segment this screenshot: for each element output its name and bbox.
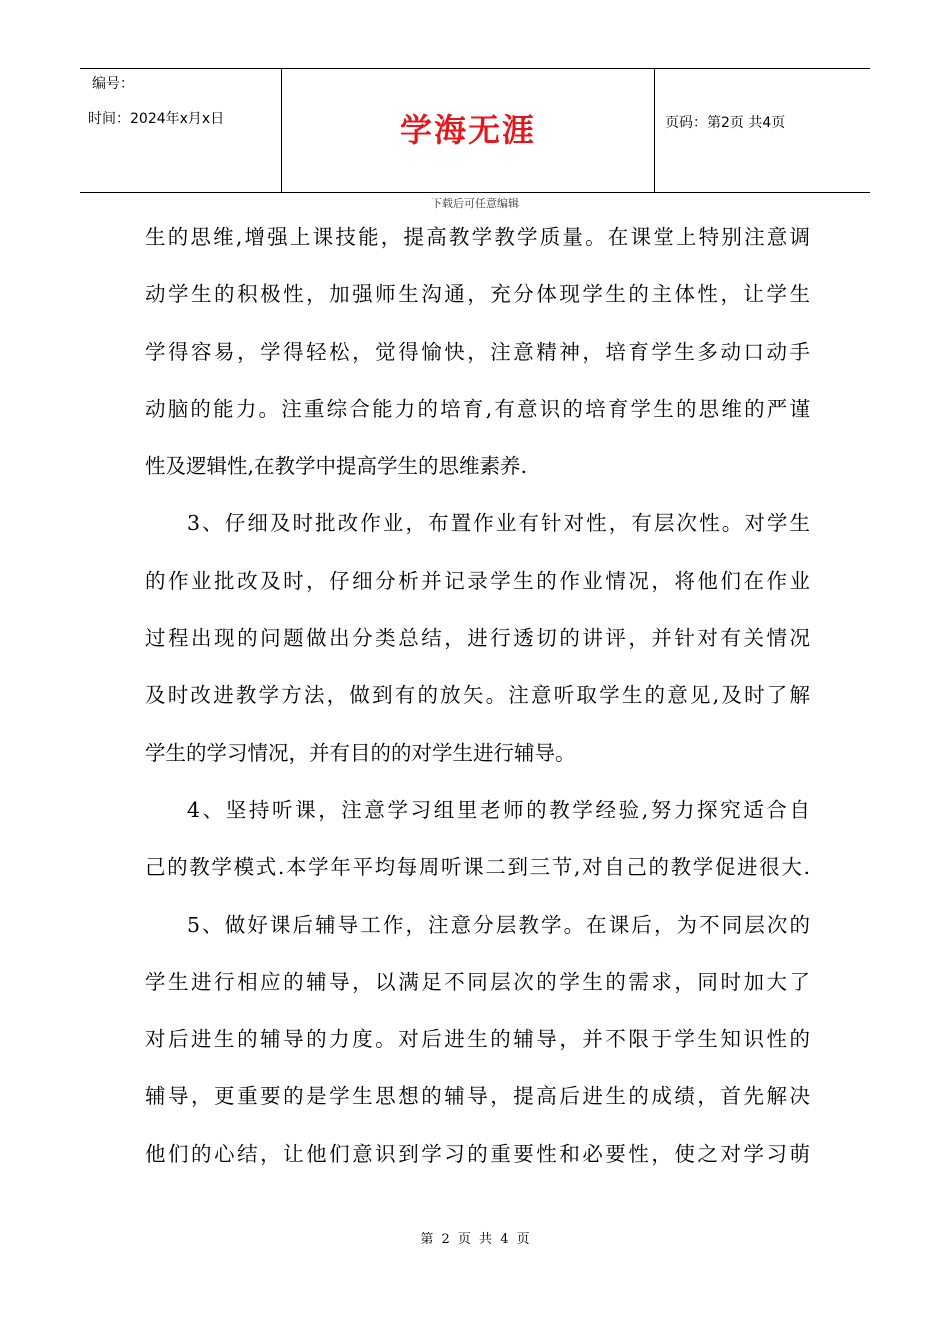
text-line: 及时改进教学方法，做到有的放矢。注意听取学生的意见,及时了解 (145, 683, 810, 708)
header-middle-cell (282, 69, 655, 192)
header-right-cell (655, 69, 870, 192)
text-line: 过程出现的问题做出分类总结，进行透切的讲评，并针对有关情况 (145, 626, 810, 651)
text-line: 学生进行相应的辅导，以满足不同层次的学生的需求，同时加大了 (145, 969, 810, 994)
brand-title: 学海无涯 (399, 111, 536, 149)
text-line: 学得容易，学得轻松，觉得愉快，注意精神，培育学生多动口动手 (145, 339, 810, 364)
text-line: 5、做好课后辅导工作，注意分层教学。在课后，为不同层次的 (187, 912, 810, 937)
text-line: 4、坚持听课，注意学习组里老师的教学经验,努力探究适合自 (187, 797, 810, 822)
document-header (80, 68, 870, 193)
text-line: 辅导，更重要的是学生思想的辅导，提高后进生的成绩，首先解决 (145, 1084, 810, 1109)
text-line: 学生的学习情况，并有目的的对学生进行辅导。 (145, 740, 576, 765)
paragraph (145, 897, 810, 1183)
page-footer: 第 2 页 共 4 页 (420, 1232, 530, 1247)
text-line: 3、仔细及时批改作业，布置作业有针对性，有层次性。对学生 (187, 511, 810, 536)
paragraph (145, 782, 810, 897)
text-line: 的作业批改及时，仔细分析并记录学生的作业情况，将他们在作业 (145, 568, 810, 593)
document-time-label: 时间：2024年x月x日 (88, 111, 225, 127)
paragraph (145, 209, 810, 495)
paragraph (145, 495, 810, 781)
text-line: 生的思维,增强上课技能，提高教学教学质量。在课堂上特别注意调 (145, 225, 810, 249)
header-left-cell (80, 69, 282, 192)
text-line: 对后进生的辅导的力度。对后进生的辅导，并不限于学生知识性的 (145, 1027, 810, 1052)
document-body (145, 209, 810, 1183)
text-line: 动脑的能力。注重综合能力的培育,有意识的培育学生的思维的严谨 (145, 396, 810, 421)
text-line: 己的教学模式.本学年平均每周听课二到三节,对自己的教学促进很大. (145, 855, 810, 880)
page-info-label: 页码：第2页 共4页 (665, 115, 786, 131)
text-line: 他们的心结，让他们意识到学习的重要性和必要性，使之对学习萌 (145, 1141, 810, 1166)
text-line: 动学生的积极性，加强师生沟通，充分体现学生的主体性，让学生 (145, 282, 810, 307)
edit-note: 下载后可任意编辑 (431, 197, 519, 210)
text-line: 性及逻辑性,在教学中提高学生的思维素养. (145, 454, 528, 479)
document-number-label: 编号： (92, 76, 134, 92)
